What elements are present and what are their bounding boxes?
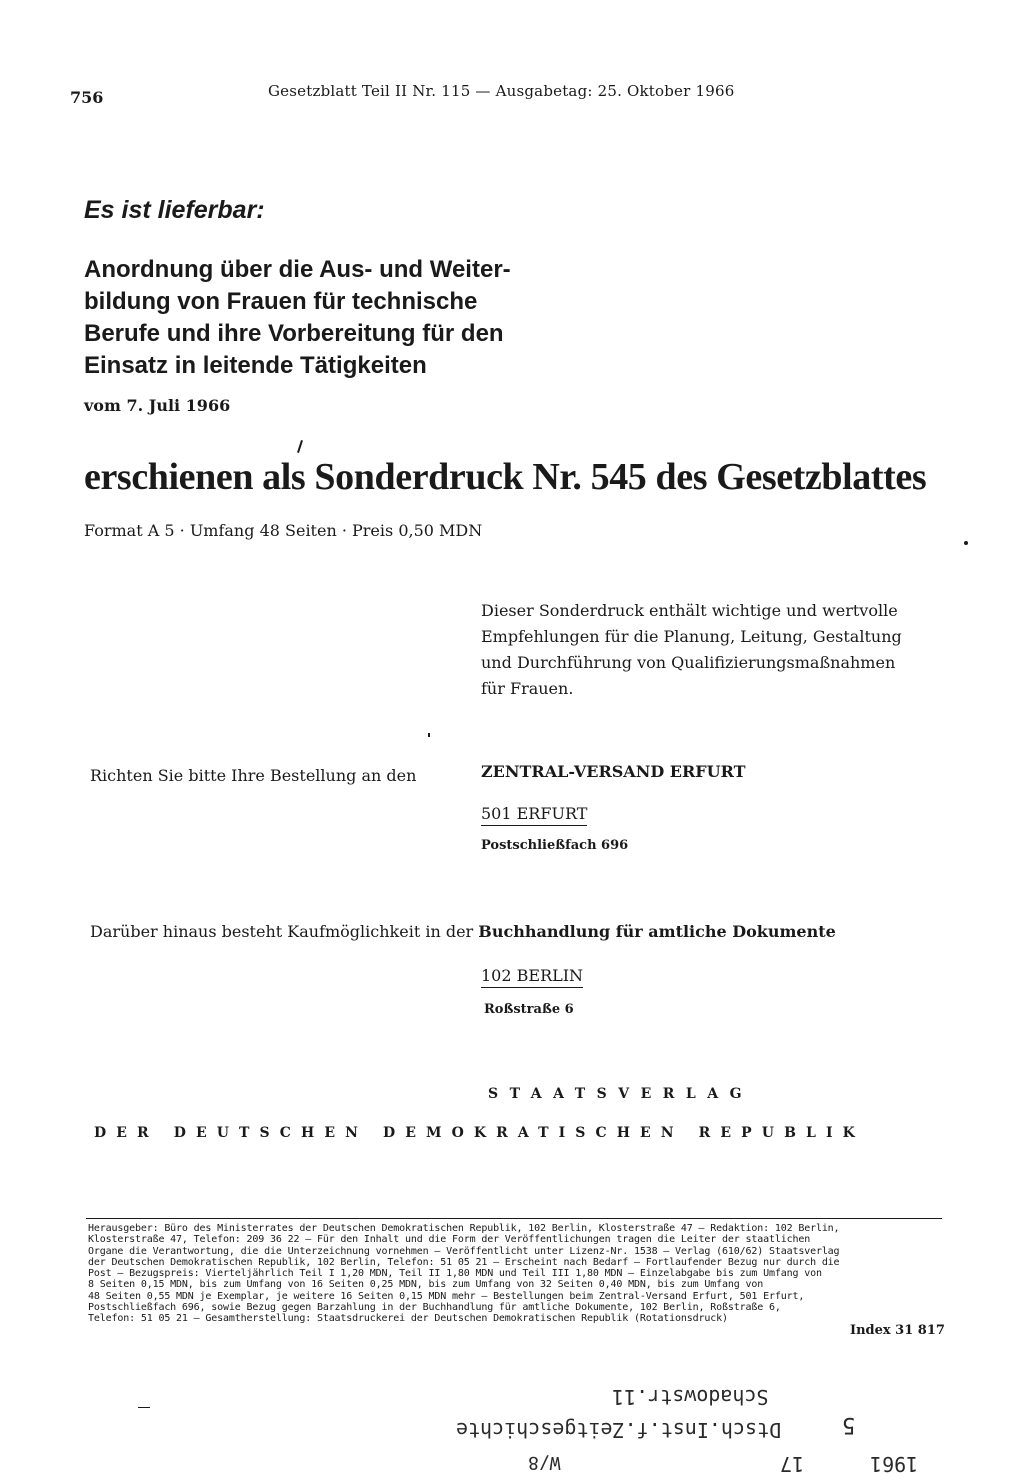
ink-speck — [297, 440, 303, 453]
vendor-po-box: Postschließfach 696 — [481, 838, 629, 853]
purchase-prefix: Darüber hinaus besteht Kaufmöglichkeit in der — [90, 922, 474, 941]
availability-heading: Es ist lieferbar: — [84, 196, 265, 224]
store-street: Roßstraße 6 — [484, 1002, 574, 1017]
title-line: Berufe und ihre Vorbereitung für den — [84, 320, 504, 347]
format-line: Format A 5 · Umfang 48 Seiten · Preis 0,50 MDN — [84, 521, 483, 540]
imprint-line: Post – Bezugspreis: Vierteljährlich Teil I 1,20 MDN, Teil II 1,80 MDN und Teil III 1,80 MDN – Einzelabgabe bis zum Umfang von — [88, 1268, 822, 1280]
store-city: 102 BERLIN — [481, 966, 583, 988]
imprint-line: 8 Seiten 0,15 MDN, bis zum Umfang von 16 Seiten 0,25 MDN, bis zum Umfang von 32 Seiten 0,40 MDN, bis zum Umfang von — [88, 1279, 764, 1291]
publisher-line-1: STAATSVERLAG — [488, 1086, 754, 1102]
description-line: Empfehlungen für die Planung, Leitung, Gestaltung — [481, 627, 902, 646]
imprint-line: Klosterstraße 47, Telefon: 209 36 22 – Für den Inhalt und die Form der Veröffentlichungen tragen die Leiter der staatlichen — [88, 1234, 811, 1246]
imprint-divider — [86, 1218, 942, 1219]
description-line: Dieser Sonderdruck enthält wichtige und wertvolle — [481, 601, 898, 620]
imprint — [88, 1223, 940, 1325]
store-name: Buchhandlung für amtliche Dokumente — [478, 922, 836, 941]
stamp-number: 5 — [842, 1412, 856, 1437]
running-head: Gesetzblatt Teil II Nr. 115 — Ausgabetag: 25. Oktober 1966 — [268, 82, 735, 100]
imprint-line: Herausgeber: Büro des Ministerrates der Deutschen Demokratischen Republik, 102 Berlin, Klosterstraße 47 – Redaktion: 102 Berlin, — [88, 1223, 840, 1234]
title-line: Anordnung über die Aus- und Weiter- — [84, 256, 511, 283]
publisher-line-2: DER DEUTSCHEN DEMOKRATISCHEN REPUBLIK — [94, 1125, 865, 1141]
library-stamp-line: Dtsch.Inst.f.Zeitgeschichte — [456, 1418, 782, 1442]
title-line: bildung von Frauen für technische — [84, 288, 478, 315]
description-line: und Durchführung von Qualifizierungsmaßnahmen — [481, 653, 896, 672]
description — [481, 598, 931, 702]
ink-speck — [428, 733, 430, 737]
stamp-number: 1961 — [870, 1452, 919, 1476]
vendor-city: 501 ERFURT — [481, 804, 587, 826]
library-stamp-line: W/8 — [528, 1452, 561, 1473]
index-number: Index 31 817 — [850, 1323, 945, 1338]
purchase-text — [90, 922, 836, 941]
ink-speck — [964, 541, 968, 545]
vendor-name: ZENTRAL-VERSAND ERFURT — [481, 762, 746, 781]
imprint-line: Postschließfach 696, sowie Bezug gegen Barzahlung in der Buchhandlung für amtliche Dokumente, 102 Berlin, Roßstraße 6, — [88, 1302, 781, 1314]
ink-speck — [138, 1407, 150, 1408]
library-stamp-line: Schadowstr.11 — [612, 1385, 769, 1409]
imprint-line: der Deutschen Demokratischen Republik, 102 Berlin, Telefon: 51 05 21 – Erscheint nach Bedarf – Fortlaufender Bezug nur durch die — [88, 1256, 840, 1268]
description-line: für Frauen. — [481, 679, 574, 698]
ordinance-date: vom 7. Juli 1966 — [84, 396, 231, 415]
imprint-line: Telefon: 51 05 21 – Gesamtherstellung: Staatsdruckerei der Deutschen Demokratischen Republik (Rotationsdruck) — [88, 1313, 728, 1325]
ordinance-title — [84, 254, 544, 382]
order-prompt: Richten Sie bitte Ihre Bestellung an den — [90, 766, 417, 785]
imprint-line: Organe die Verantwortung, die die Unterzeichnung vornehmen – Veröffentlicht unter Lizenz-Nr. 1538 – Verlag (610/62) Staatsverlag — [88, 1245, 840, 1257]
title-line: Einsatz in leitende Tätigkeiten — [84, 352, 427, 379]
page-number: 756 — [70, 88, 104, 107]
stamp-number: 17 — [780, 1452, 805, 1476]
imprint-line: 48 Seiten 0,55 MDN je Exemplar, je weitere 16 Seiten 0,15 MDN mehr – Bestellungen beim Zentral-Versand Erfurt, 501 Erfurt, — [88, 1290, 805, 1302]
special-print-headline: erschienen als Sonderdruck Nr. 545 des Gesetzblattes — [84, 456, 927, 498]
